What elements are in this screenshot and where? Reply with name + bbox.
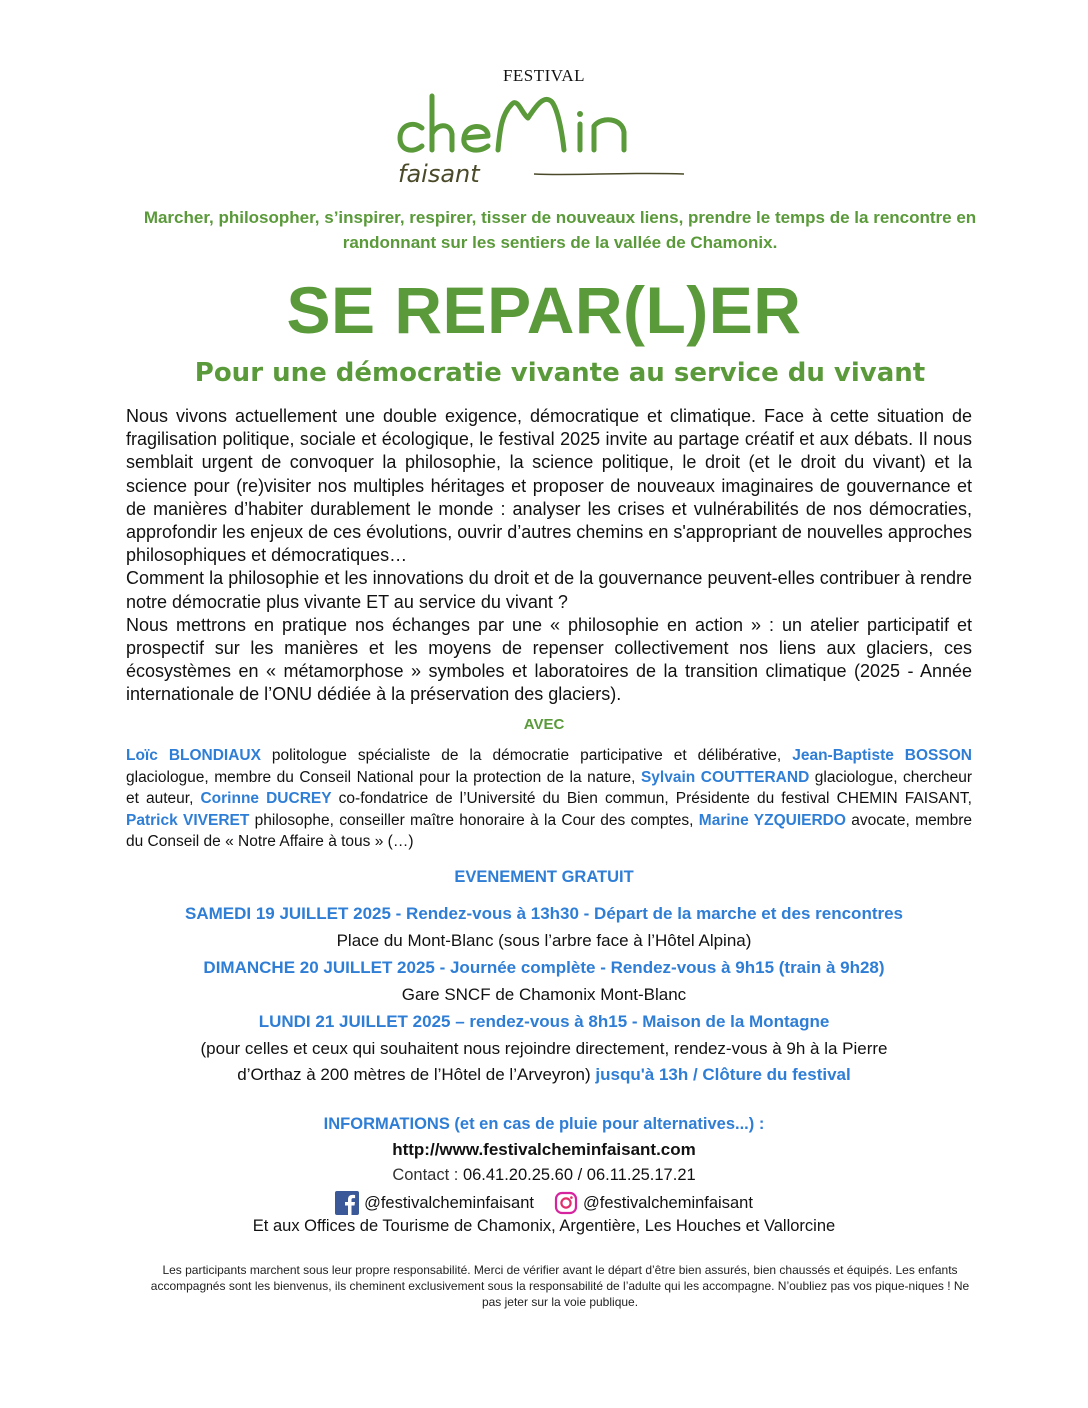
speaker-name: Marine YZQUIERDO <box>698 811 846 829</box>
event-saturday-title: SAMEDI 19 JUILLET 2025 - Rendez-vous à 13h30 - Départ de la marche et des rencontres <box>184 904 904 923</box>
speaker-description: philosophe, conseiller maître honoraire à la Cour des comptes, <box>249 811 699 829</box>
instagram-icon <box>554 1191 578 1215</box>
social-links <box>0 1190 1088 1216</box>
festival-logo <box>394 88 694 188</box>
facebook-icon <box>335 1191 359 1215</box>
info-label: INFORMATIONS (et en cas de pluie pour alternatives...) : <box>323 1115 765 1133</box>
speaker-description: glaciologue, chercheur et auteur, <box>126 768 972 807</box>
avec-label: AVEC <box>523 716 565 733</box>
instagram-handle: @festivalcheminfaisant <box>583 1193 753 1212</box>
main-title: SE REPAR(L)ER <box>286 273 802 347</box>
free-event-label: EVENEMENT GRATUIT <box>454 868 634 886</box>
contact-label: Contact : <box>392 1166 463 1184</box>
subtitle: Pour une démocratie vivante au service du vivant <box>194 358 926 388</box>
event-monday-place-end <box>0 1065 1088 1085</box>
festival-label: FESTIVAL <box>502 66 586 85</box>
logo-mountain-graphic <box>394 88 694 188</box>
speaker-description: politologue spécialiste de la démocratie participative et délibérative, <box>260 747 793 764</box>
speaker-name: Loïc BLONDIAUX <box>126 747 261 764</box>
speakers-list <box>126 745 972 853</box>
contact-phones: 06.41.20.25.60 / 06.11.25.17.21 <box>462 1166 696 1184</box>
speaker-name: Patrick VIVERET <box>126 811 250 829</box>
speaker-description: avocate, membre du Conseil de « Notre Affaire à tous » (…) <box>126 811 972 850</box>
event-sunday-place: Gare SNCF de Chamonix Mont-Blanc <box>401 985 687 1004</box>
instagram-link[interactable] <box>554 1191 753 1215</box>
website-link[interactable]: http://www.festivalcheminfaisant.com <box>392 1140 696 1159</box>
intro-paragraph: Nous vivons actuellement une double exigence, démocratique et climatique. Face à cette situation de fragilisation politique, sociale et écologique, le festival 2025 invite au partage créatif et aux débats. Il nous semblait urgent de convoquer la philosophie, la science politique, le droit (et le droit du vivant) et la science pour (re)visiter nos multiples héritages et proposer de nouveaux imaginaires de gouvernance et de manières d’habiter durablement le monde : analyser les crises et vulnérabilités de nos démocraties, approfondir les enjeux de ces évolutions, ouvrir d’autres chemins en s'appropriant de nouvelles approches philosophiques et démocratiques… <box>126 406 972 566</box>
facebook-link[interactable] <box>335 1191 534 1215</box>
intro-paragraph: Nous mettrons en pratique nos échanges par une « philosophie en action » : un atelier participatif et prospectif sur les manières et les moyens de repenser collectivement nos liens aux glaciers, ces écosystèmes en « métamorphose » symboles et laboratoires de la transition climatique (2025 - Année internationale de l’ONU dédiée à la préservation des glaciers). <box>126 614 972 705</box>
tourism-offices: Et aux Offices de Tourisme de Chamonix, Argentière, Les Houches et Vallorcine <box>252 1217 836 1235</box>
disclaimer: Les participants marchent sous leur propre responsabilité. Merci de vérifier avant le départ d’être bien assurés, bien chaussés et équipés. Les enfants accompagnés sont les bienvenus, ils cheminent exclusivement sous la responsabilité de l’adulte qui les accompagne. N’oubliez pas vos pique-niques ! Ne pas jeter sur la voie publique. <box>150 1263 970 1309</box>
facebook-handle: @festivalcheminfaisant <box>364 1193 534 1212</box>
tagline: Marcher, philosopher, s’inspirer, respirer, tisser de nouveaux liens, prendre le temps de la rencontre en randonnant sur les sentiers de la vallée de Chamonix. <box>143 208 977 252</box>
event-monday-place: (pour celles et ceux qui souhaitent nous rejoindre directement, rendez-vous à 9h à la Pierre <box>200 1039 888 1058</box>
speaker-description: glaciologue, membre du Conseil National pour la protection de la nature, <box>126 768 641 786</box>
event-monday-title: LUNDI 21 JUILLET 2025 – rendez-vous à 8h15 - Maison de la Montagne <box>258 1012 830 1031</box>
intro-paragraph: Comment la philosophie et les innovations du droit et de la gouvernance peuvent-elles contribuer à rendre notre démocratie plus vivante ET au service du vivant ? <box>126 568 972 612</box>
event-saturday-place: Place du Mont-Blanc (sous l’arbre face à l’Hôtel Alpina) <box>336 931 752 950</box>
event-monday-closing: jusqu'à 13h / Clôture du festival <box>590 1065 851 1084</box>
speaker-name: Sylvain COUTTERAND <box>640 768 810 786</box>
event-monday-place-line2: d’Orthaz à 200 mètres de l’Hôtel de l’Arveyron) <box>237 1065 591 1084</box>
speaker-name: Corinne DUCREY <box>200 790 332 807</box>
intro-text <box>126 405 972 707</box>
speaker-description: co-fondatrice de l’Université du Bien commun, Présidente du festival CHEMIN FAISANT, <box>331 790 972 807</box>
speaker-name: Jean-Baptiste BOSSON <box>792 747 972 764</box>
logo-subtitle: faisant <box>398 160 480 188</box>
contact-line <box>0 1166 1088 1185</box>
event-sunday-title: DIMANCHE 20 JUILLET 2025 - Journée complète - Rendez-vous à 9h15 (train à 9h28) <box>203 958 885 977</box>
